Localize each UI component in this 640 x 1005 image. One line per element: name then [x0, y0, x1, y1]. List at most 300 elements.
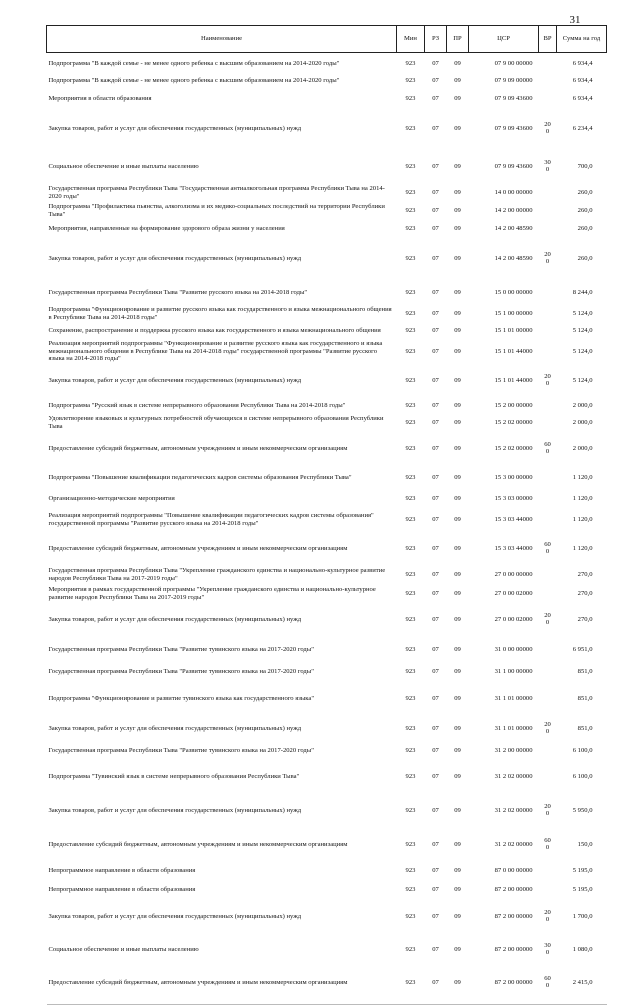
row-rz: 07 — [432, 162, 439, 170]
table-row — [47, 742, 607, 760]
row-sum: 270,0 — [577, 589, 593, 597]
row-min: 923 — [405, 515, 416, 523]
row-pr: 09 — [454, 76, 461, 84]
row-vr — [539, 53, 557, 72]
row-sum: 1 120,0 — [572, 494, 593, 502]
row-csr: 07 9 09 43600 — [494, 94, 533, 102]
row-csr: 15 1 01 44000 — [494, 347, 533, 355]
row-min: 923 — [405, 978, 416, 986]
table-row — [47, 150, 607, 184]
table-row — [47, 280, 607, 306]
row-csr: 31 1 01 00000 — [494, 724, 533, 732]
row-csr: 15 2 02 00000 — [494, 444, 533, 452]
row-min: 923 — [405, 444, 416, 452]
row-sum: 5 195,0 — [572, 866, 593, 874]
row-pr: 09 — [454, 945, 461, 953]
row-csr: 87 2 00 00000 — [494, 978, 533, 986]
table-bottom-cell — [425, 1000, 447, 1005]
row-name: Мероприятия в области образования — [48, 94, 152, 102]
row-sum: 5 950,0 — [572, 806, 593, 814]
row-sum: 2 000,0 — [572, 419, 593, 427]
row-rz: 07 — [432, 978, 439, 986]
row-name: Подпрограмма "Повышение квалификации педагогических кадров системы образования Республики Тыва" — [48, 473, 352, 481]
row-vr — [539, 202, 557, 220]
row-name: Предоставление субсидий бюджетным, автономным учреждениям и иным некоммерческим организациям — [48, 840, 348, 848]
row-min: 923 — [405, 60, 416, 68]
row-sum: 270,0 — [577, 615, 593, 623]
column-header-vr: ВР — [539, 26, 557, 53]
table-row — [47, 682, 607, 716]
row-rz: 07 — [432, 866, 439, 874]
row-pr: 09 — [454, 615, 461, 623]
row-sum: 5 195,0 — [572, 885, 593, 893]
row-pr: 09 — [454, 444, 461, 452]
row-csr: 07 9 09 43600 — [494, 124, 533, 132]
row-csr: 15 3 03 44000 — [494, 515, 533, 523]
row-name: Реализация мероприятий подпрограммы "Функционирование и развитие русского языка как государственного и языка межнационального общения в Республике Тыва на 2014-2018 годы" государственной программы "Развитие русского языка на 2014-2018 годы" — [48, 340, 383, 363]
row-name: Мероприятия в рамках государственной программы "Укрепление гражданского единства и национально-культурное развитие народов Республики Тыва на 2017-2019 годы" — [48, 585, 376, 601]
row-rz: 07 — [432, 376, 439, 384]
table-row — [47, 90, 607, 108]
row-pr: 09 — [454, 402, 461, 410]
row-name: Государственная программа Республики Тыва "Государственная антиалкогольная программа Республики Тыва на 2014-2020 годы" — [48, 184, 385, 200]
row-csr: 07 9 09 43600 — [494, 162, 533, 170]
table-bottom-edge — [47, 1000, 607, 1005]
row-vr — [539, 585, 557, 603]
row-sum: 6 100,0 — [572, 772, 593, 780]
row-name: Закупка товаров, работ и услуг для обеспечения государственных (муниципальных) нужд — [48, 912, 302, 920]
row-name: Закупка товаров, работ и услуг для обеспечения государственных (муниципальных) нужд — [48, 806, 302, 814]
row-vr: 60 0 — [544, 540, 551, 555]
row-vr: 20 0 — [544, 250, 551, 265]
row-name: Государственная программа Республики Тыва "Развитие тувинского языка на 2017-2020 годы" — [48, 746, 314, 754]
row-csr: 07 9 09 00000 — [494, 76, 533, 84]
row-name: Подпрограмма "Функционирование и развитие русского языка как государственного и языка межнационального общения в Республике Тыва на 2014-2018 годы" — [48, 306, 392, 321]
table-row — [47, 508, 607, 532]
row-pr: 09 — [454, 645, 461, 653]
row-min: 923 — [405, 206, 416, 214]
row-pr: 09 — [454, 885, 461, 893]
row-pr: 09 — [454, 866, 461, 874]
row-name: Государственная программа Республики Тыва "Развитие тувинского языка на 2017-2020 годы" — [48, 645, 314, 653]
row-csr: 31 2 00 00000 — [494, 746, 533, 754]
row-name: Подпрограмма "В каждой семье - не менее одного ребенка с высшим образованием на 2014-2020 годы" — [48, 60, 340, 68]
table-row — [47, 184, 607, 202]
row-pr: 09 — [454, 254, 461, 262]
row-csr: 31 2 02 00000 — [494, 806, 533, 814]
row-name: Закупка товаров, работ и услуг для обеспечения государственных (муниципальных) нужд — [48, 376, 302, 384]
row-vr — [539, 682, 557, 716]
row-csr: 87 2 00 00000 — [494, 912, 533, 920]
row-min: 923 — [405, 419, 416, 427]
row-name: Сохранение, распространение и поддержка русского языка как государственного и языка межнационального общения — [48, 327, 381, 335]
row-min: 923 — [405, 224, 416, 232]
table-bottom-cell — [447, 1000, 469, 1005]
row-name: Удовлетворение языковых и культурных потребностей обучающихся в системе непрерывного образования Республики Тыва — [48, 415, 384, 430]
row-sum: 270,0 — [577, 571, 593, 579]
row-rz: 07 — [432, 772, 439, 780]
budget-table — [46, 25, 607, 1005]
table-row — [47, 585, 607, 603]
row-pr: 09 — [454, 668, 461, 676]
row-pr: 09 — [454, 162, 461, 170]
row-name: Предоставление субсидий бюджетным, автономным учреждениям и иным некоммерческим организациям — [48, 978, 348, 986]
row-pr: 09 — [454, 912, 461, 920]
row-name: Закупка товаров, работ и услуг для обеспечения государственных (муниципальных) нужд — [48, 615, 302, 623]
row-min: 923 — [405, 615, 416, 623]
column-header-min: Мин — [397, 26, 425, 53]
row-sum: 2 000,0 — [572, 402, 593, 410]
row-sum: 1 700,0 — [572, 912, 593, 920]
row-pr: 09 — [454, 544, 461, 552]
row-min: 923 — [405, 945, 416, 953]
row-csr: 15 1 01 00000 — [494, 327, 533, 335]
row-csr: 14 2 00 48590 — [494, 224, 533, 232]
row-min: 923 — [405, 254, 416, 262]
column-header-sum: Сумма на год — [557, 26, 607, 53]
table-row — [47, 794, 607, 828]
row-name: Реализация мероприятий подпрограммы "Повышение квалификации педагогических кадров системы образования" государственной программы "Развитие русского языка на 2014-2018 годы" — [48, 511, 374, 527]
row-sum: 1 120,0 — [572, 515, 593, 523]
row-sum: 5 124,0 — [572, 327, 593, 335]
row-csr: 87 2 00 00000 — [494, 885, 533, 893]
row-pr: 09 — [454, 724, 461, 732]
row-min: 923 — [405, 162, 416, 170]
row-min: 923 — [405, 288, 416, 296]
row-vr — [539, 862, 557, 880]
row-rz: 07 — [432, 668, 439, 676]
row-vr — [539, 90, 557, 108]
row-pr: 09 — [454, 288, 461, 296]
row-csr: 07 9 00 00000 — [494, 60, 533, 68]
row-name: Подпрограмма "Функционирование и развитие тувинского языка как государственного языка" — [48, 694, 315, 702]
row-vr — [539, 466, 557, 490]
row-min: 923 — [405, 885, 416, 893]
row-sum: 2 415,0 — [572, 978, 593, 986]
row-rz: 07 — [432, 694, 439, 702]
row-name: Непрограммное направление в области образования — [48, 866, 196, 874]
row-csr: 27 0 00 00000 — [494, 571, 533, 579]
column-header-pr: ПР — [447, 26, 469, 53]
table-bottom-cell — [397, 1000, 425, 1005]
row-csr: 15 3 03 00000 — [494, 494, 533, 502]
row-csr: 15 1 01 44000 — [494, 376, 533, 384]
row-sum: 6 234,4 — [572, 124, 593, 132]
row-min: 923 — [405, 327, 416, 335]
row-min: 923 — [405, 724, 416, 732]
row-min: 923 — [405, 310, 416, 318]
row-vr: 20 0 — [544, 120, 551, 135]
column-header-csr: ЦСР — [469, 26, 539, 53]
row-vr: 60 0 — [544, 974, 551, 989]
table-row — [47, 108, 607, 150]
row-csr: 14 2 00 00000 — [494, 206, 533, 214]
row-sum: 6 934,4 — [572, 60, 593, 68]
row-name: Закупка товаров, работ и услуг для обеспечения государственных (муниципальных) нужд — [48, 124, 302, 132]
row-vr — [539, 415, 557, 432]
table-row — [47, 760, 607, 794]
row-sum: 5 124,0 — [572, 310, 593, 318]
column-header-rz: РЗ — [425, 26, 447, 53]
row-pr: 09 — [454, 376, 461, 384]
row-rz: 07 — [432, 254, 439, 262]
row-sum: 2 000,0 — [572, 444, 593, 452]
table-row — [47, 490, 607, 508]
row-rz: 07 — [432, 124, 439, 132]
row-name: Подпрограмма "Тувинский язык в системе непрерывного образования Республики Тыва" — [48, 772, 300, 780]
row-sum: 260,0 — [577, 206, 593, 214]
row-rz: 07 — [432, 60, 439, 68]
row-rz: 07 — [432, 494, 439, 502]
row-pr: 09 — [454, 571, 461, 579]
table-row — [47, 828, 607, 862]
row-pr: 09 — [454, 494, 461, 502]
row-vr — [539, 566, 557, 585]
row-sum: 851,0 — [577, 724, 593, 732]
row-min: 923 — [405, 694, 416, 702]
table-row — [47, 340, 607, 364]
row-csr: 31 2 02 00000 — [494, 772, 533, 780]
row-name: Государственная программа Республики Тыва "Развитие тувинского языка на 2017-2020 годы" — [48, 668, 314, 676]
row-rz: 07 — [432, 645, 439, 653]
row-min: 923 — [405, 645, 416, 653]
page-number: 31 — [569, 14, 581, 26]
row-vr — [539, 72, 557, 90]
row-rz: 07 — [432, 310, 439, 318]
row-rz: 07 — [432, 615, 439, 623]
table-body — [47, 53, 607, 1005]
row-vr: 20 0 — [544, 611, 551, 626]
row-name: Организационно-методические мероприятия — [48, 494, 175, 502]
row-name: Социальное обеспечение и иные выплаты населению — [48, 162, 199, 170]
row-rz: 07 — [432, 885, 439, 893]
row-sum: 6 100,0 — [572, 746, 593, 754]
table-row — [47, 364, 607, 398]
row-pr: 09 — [454, 772, 461, 780]
row-csr: 15 3 00 00000 — [494, 473, 533, 481]
table-bottom-cell — [47, 1000, 397, 1005]
row-csr: 87 2 00 00000 — [494, 945, 533, 953]
row-min: 923 — [405, 912, 416, 920]
row-name: Государственная программа Республики Тыва "Укрепление гражданского единства и национально-культурное развитие народов Республики Тыва на 2017-2019 годы" — [48, 567, 386, 582]
row-pr: 09 — [454, 188, 461, 196]
row-pr: 09 — [454, 60, 461, 68]
table-row — [47, 716, 607, 742]
row-vr — [539, 340, 557, 364]
row-vr: 20 0 — [544, 372, 551, 387]
row-name: Государственная программа Республики Тыва "Развитие русского языка на 2014-2018 годы" — [48, 288, 308, 296]
table-row — [47, 934, 607, 966]
row-pr: 09 — [454, 206, 461, 214]
row-sum: 6 951,0 — [572, 645, 593, 653]
row-csr: 15 0 00 00000 — [494, 288, 533, 296]
table-bottom-cell — [539, 1000, 557, 1005]
row-vr — [539, 323, 557, 340]
row-sum: 851,0 — [577, 668, 593, 676]
row-name: Подпрограмма "В каждой семье - не менее одного ребенка с высшим образованием на 2014-2020 годы" — [48, 76, 340, 84]
row-vr — [539, 508, 557, 532]
table-row — [47, 53, 607, 72]
table-row — [47, 663, 607, 682]
row-pr: 09 — [454, 806, 461, 814]
row-rz: 07 — [432, 806, 439, 814]
row-csr: 31 2 02 00000 — [494, 840, 533, 848]
row-pr: 09 — [454, 124, 461, 132]
row-name: Подпрограмма "Русский язык в системе непрерывного образования Республики Тыва на 2014-2018 годы" — [48, 402, 346, 410]
row-csr: 15 3 03 44000 — [494, 544, 533, 552]
row-min: 923 — [405, 806, 416, 814]
row-vr — [539, 398, 557, 415]
row-vr: 60 0 — [544, 440, 551, 455]
row-name: Предоставление субсидий бюджетным, автономным учреждениям и иным некоммерческим организациям — [48, 544, 348, 552]
row-pr: 09 — [454, 746, 461, 754]
row-vr — [539, 663, 557, 682]
row-min: 923 — [405, 94, 416, 102]
row-vr — [539, 220, 557, 238]
row-name: Непрограммное направление в области образования — [48, 885, 196, 893]
row-csr: 15 1 00 00000 — [494, 310, 533, 318]
row-csr: 14 2 00 48590 — [494, 254, 533, 262]
row-name: Мероприятия, направленные на формирование здорового образа жизни у населения — [48, 224, 285, 232]
table-row — [47, 637, 607, 663]
row-sum: 700,0 — [577, 162, 593, 170]
table-row — [47, 202, 607, 220]
row-vr — [539, 760, 557, 794]
row-min: 923 — [405, 571, 416, 579]
row-vr: 20 0 — [544, 908, 551, 923]
table-row — [47, 323, 607, 340]
row-pr: 09 — [454, 840, 461, 848]
table-row — [47, 432, 607, 466]
table-row — [47, 566, 607, 585]
row-rz: 07 — [432, 945, 439, 953]
row-rz: 07 — [432, 347, 439, 355]
row-rz: 07 — [432, 840, 439, 848]
table-bottom-cell — [557, 1000, 607, 1005]
row-name: Закупка товаров, работ и услуг для обеспечения государственных (муниципальных) нужд — [48, 724, 302, 732]
row-rz: 07 — [432, 224, 439, 232]
row-rz: 07 — [432, 589, 439, 597]
row-rz: 07 — [432, 402, 439, 410]
column-header-name: Наименование — [47, 26, 397, 53]
row-pr: 09 — [454, 978, 461, 986]
row-min: 923 — [405, 772, 416, 780]
row-rz: 07 — [432, 419, 439, 427]
row-vr — [539, 742, 557, 760]
row-min: 923 — [405, 866, 416, 874]
row-sum: 8 244,0 — [572, 288, 593, 296]
row-csr: 87 0 00 00000 — [494, 866, 533, 874]
table-row — [47, 220, 607, 238]
row-sum: 5 124,0 — [572, 376, 593, 384]
row-min: 923 — [405, 494, 416, 502]
row-min: 923 — [405, 402, 416, 410]
table-row — [47, 603, 607, 637]
row-sum: 851,0 — [577, 694, 593, 702]
row-rz: 07 — [432, 188, 439, 196]
row-csr: 15 2 02 00000 — [494, 419, 533, 427]
row-vr: 60 0 — [544, 836, 551, 851]
row-vr: 30 0 — [544, 941, 551, 956]
row-vr — [539, 184, 557, 202]
row-pr: 09 — [454, 94, 461, 102]
table-row — [47, 532, 607, 566]
row-sum: 1 080,0 — [572, 945, 593, 953]
row-rz: 07 — [432, 544, 439, 552]
row-pr: 09 — [454, 310, 461, 318]
row-vr — [539, 880, 557, 900]
row-rz: 07 — [432, 444, 439, 452]
row-pr: 09 — [454, 419, 461, 427]
row-sum: 260,0 — [577, 224, 593, 232]
row-rz: 07 — [432, 94, 439, 102]
row-csr: 31 1 00 00000 — [494, 668, 533, 676]
row-vr: 30 0 — [544, 158, 551, 173]
row-min: 923 — [405, 473, 416, 481]
row-sum: 6 934,4 — [572, 94, 593, 102]
table-row — [47, 398, 607, 415]
row-rz: 07 — [432, 206, 439, 214]
row-min: 923 — [405, 188, 416, 196]
row-rz: 07 — [432, 571, 439, 579]
table-row — [47, 880, 607, 900]
table-row — [47, 415, 607, 432]
row-sum: 260,0 — [577, 254, 593, 262]
row-sum: 6 934,4 — [572, 76, 593, 84]
row-rz: 07 — [432, 76, 439, 84]
row-sum: 150,0 — [577, 840, 593, 848]
row-vr — [539, 490, 557, 508]
row-vr: 20 0 — [544, 802, 551, 817]
table-row — [47, 238, 607, 280]
row-pr: 09 — [454, 347, 461, 355]
row-vr — [539, 280, 557, 306]
row-name: Предоставление субсидий бюджетным, автономным учреждениям и иным некоммерческим организациям — [48, 444, 348, 452]
row-csr: 14 0 00 00000 — [494, 188, 533, 196]
table-bottom-cell — [469, 1000, 539, 1005]
row-min: 923 — [405, 840, 416, 848]
row-sum: 260,0 — [577, 188, 593, 196]
table-row — [47, 862, 607, 880]
row-name: Подпрограмма "Профилактика пьянства, алкоголизма и их медико-социальных последствий на территории Республики Тыва" — [48, 202, 385, 218]
row-vr — [539, 306, 557, 323]
table-row — [47, 466, 607, 490]
table-row — [47, 72, 607, 90]
row-name: Социальное обеспечение и иные выплаты населению — [48, 945, 199, 953]
row-csr: 15 2 00 00000 — [494, 402, 533, 410]
row-csr: 31 1 01 00000 — [494, 694, 533, 702]
row-min: 923 — [405, 544, 416, 552]
row-min: 923 — [405, 347, 416, 355]
row-csr: 27 0 00 02000 — [494, 589, 533, 597]
row-rz: 07 — [432, 746, 439, 754]
row-sum: 1 120,0 — [572, 473, 593, 481]
row-vr — [539, 637, 557, 663]
row-csr: 31 0 00 00000 — [494, 645, 533, 653]
row-sum: 1 120,0 — [572, 544, 593, 552]
row-csr: 27 0 00 02000 — [494, 615, 533, 623]
row-sum: 5 124,0 — [572, 347, 593, 355]
row-pr: 09 — [454, 473, 461, 481]
row-min: 923 — [405, 746, 416, 754]
row-rz: 07 — [432, 473, 439, 481]
row-name: Закупка товаров, работ и услуг для обеспечения государственных (муниципальных) нужд — [48, 254, 302, 262]
row-min: 923 — [405, 376, 416, 384]
table-header-row — [47, 26, 607, 53]
row-rz: 07 — [432, 912, 439, 920]
row-rz: 07 — [432, 724, 439, 732]
table-row — [47, 306, 607, 323]
